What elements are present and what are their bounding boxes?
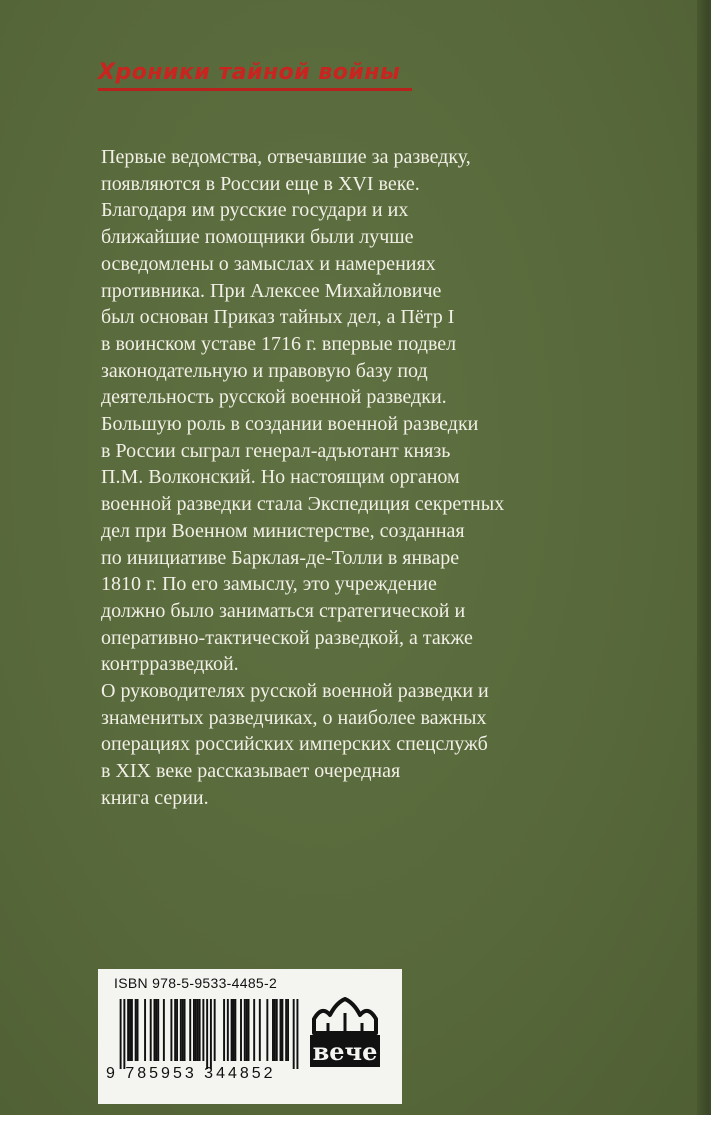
barcode-panel <box>98 969 402 1104</box>
blurb-line: законодательную и правовую базу под <box>101 359 428 382</box>
barcode-bar <box>248 999 250 1061</box>
blurb-line: Первые ведомства, отвечавшие за разведку, <box>101 146 471 168</box>
blurb-line: появляются в России еще в XVI веке. <box>101 172 420 195</box>
barcode-bar <box>129 999 131 1061</box>
barcode-bar <box>131 999 133 1061</box>
series-title: Хроники тайной войны <box>98 60 401 85</box>
cover-blurb <box>101 144 571 812</box>
barcode-bar <box>120 999 122 1069</box>
barcode-bar <box>195 999 197 1061</box>
barcode-bar <box>296 999 298 1069</box>
barcode-bar <box>227 999 229 1061</box>
barcode-bar <box>150 999 152 1061</box>
barcode-bar <box>182 999 184 1061</box>
barcode-bar <box>176 999 178 1061</box>
barcode-bar <box>155 999 157 1061</box>
publisher-logo-icon <box>306 997 384 1069</box>
barcode-bar <box>210 999 212 1069</box>
barcode-bar <box>127 999 129 1061</box>
blurb-line: Благодаря им русские государи и их <box>101 199 409 222</box>
barcode-bar <box>272 999 274 1061</box>
barcode-bar <box>123 999 125 1069</box>
barcode-bar <box>202 999 204 1061</box>
barcode-bar <box>135 999 137 1061</box>
blurb-line: 1810 г. По его замыслу, это учреждение <box>101 573 437 596</box>
barcode-bar <box>180 999 182 1061</box>
barcode-bar <box>280 999 282 1061</box>
cover-edge <box>697 0 709 1115</box>
barcode-bar <box>246 999 248 1061</box>
series-title-underline <box>98 88 412 91</box>
barcode-bar <box>244 999 246 1061</box>
barcode-bar <box>266 999 268 1061</box>
barcode-bar <box>240 999 242 1061</box>
blurb-line: осведомлены о замыслах и намерениях <box>101 252 436 275</box>
blurb-line: в воинском уставе 1716 г. впервые подвел <box>101 332 457 355</box>
barcode-bar <box>199 999 201 1061</box>
barcode-bar <box>259 999 261 1061</box>
barcode-bar <box>223 999 225 1061</box>
blurb-line: был основан Приказ тайных дел, а Пётр I <box>101 306 455 329</box>
blurb-line: должно было заниматься стратегической и <box>101 599 466 622</box>
blurb-line: военной разведки стала Экспедиция секретных <box>101 493 505 516</box>
barcode-bar <box>233 999 235 1061</box>
barcode-bar <box>189 999 191 1061</box>
barcode-bar <box>206 999 208 1069</box>
barcode-bar <box>293 999 295 1069</box>
blurb-line: оперативно-тактической разведкой, а также <box>101 626 473 649</box>
blurb-line: операциях российских имперских спецслужб <box>101 733 488 756</box>
barcode-bar <box>193 999 195 1061</box>
blurb-line: ближайшие помощники были лучше <box>101 226 414 249</box>
barcode-bar <box>170 999 172 1061</box>
barcode-bar <box>163 999 165 1061</box>
blurb-line: Большую роль в создании военной разведки <box>101 413 479 436</box>
barcode-bar <box>274 999 276 1061</box>
blurb-line: в России сыграл генерал-адъютант князь <box>101 439 451 462</box>
barcode-bar <box>137 999 139 1061</box>
barcode-bar <box>154 999 156 1061</box>
blurb-line: в XIX веке рассказывает очередная <box>101 760 401 783</box>
blurb-line: противника. При Алексее Михайловиче <box>101 279 442 302</box>
barcode-bar <box>144 999 146 1061</box>
barcode-bar <box>253 999 255 1061</box>
barcode-bar <box>174 999 176 1061</box>
barcode-bar <box>231 999 233 1061</box>
blurb-line: О руководителях русской военной разведки и <box>101 680 489 703</box>
barcode-bar <box>281 999 283 1061</box>
blurb-line: дел при Военном министерстве, созданная <box>101 519 465 542</box>
barcode-bar <box>157 999 159 1061</box>
publisher-name: вече <box>312 1037 378 1066</box>
blurb-line: по инициативе Барклая-де-Толли в январе <box>101 546 460 569</box>
blurb-line: знаменитых разведчиках, о наиболее важных <box>101 706 487 729</box>
barcode-digits: 9 785953 344852 <box>106 1065 276 1082</box>
barcode-bar <box>276 999 278 1061</box>
barcode-bar <box>287 999 289 1061</box>
blurb-line: книга серии. <box>101 786 209 809</box>
blurb-line: деятельность русской военной разведки. <box>101 386 447 409</box>
barcode-bar <box>197 999 199 1061</box>
blurb-line: контрразведкой. <box>101 653 239 676</box>
barcode-image <box>114 999 304 1069</box>
barcode-bar <box>184 999 186 1061</box>
blurb-line: П.М. Волконский. Но настоящим органом <box>101 466 460 489</box>
barcode-bar <box>285 999 287 1061</box>
barcode-bar <box>234 999 236 1061</box>
isbn-label: ISBN 978-5-9533-4485-2 <box>114 975 278 991</box>
barcode-bar <box>214 999 216 1061</box>
